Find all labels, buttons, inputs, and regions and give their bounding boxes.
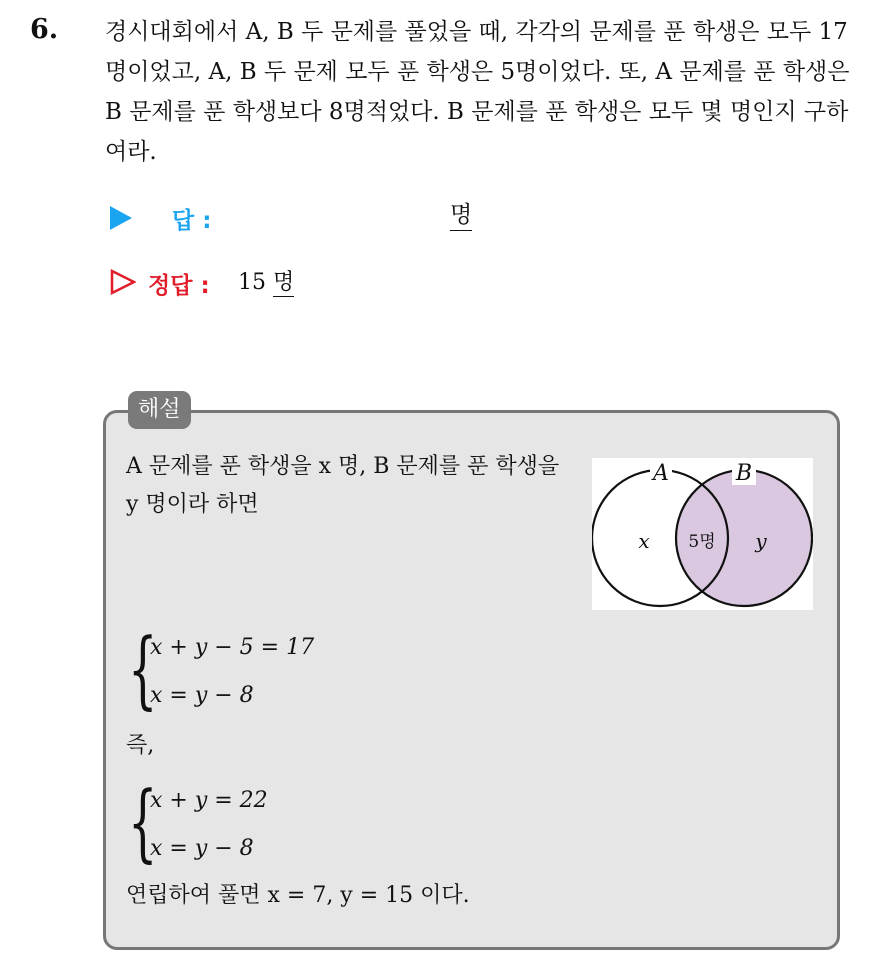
correct-answer-number: 15	[238, 270, 266, 295]
venn-diagram	[592, 458, 813, 610]
venn-set-b-label: B	[735, 461, 753, 486]
solution-tag: 해설	[128, 391, 191, 429]
equation-line: x + y − 5 = 17	[150, 635, 315, 660]
solution-intro: A 문제를 푼 학생을 x 명, B 문제를 푼 학생을 y 명이라 하면	[126, 454, 560, 517]
outline-triangle-icon	[110, 269, 136, 295]
answer-label: 답 :	[172, 208, 212, 234]
correct-answer-row	[110, 265, 530, 305]
play-triangle-icon	[110, 206, 132, 230]
venn-middle-value: 5명	[688, 532, 716, 552]
equation-system-2	[128, 773, 388, 874]
correct-answer-unit: 명	[273, 270, 295, 295]
answer-unit: 명	[450, 201, 472, 231]
question-text: 경시대회에서 A, B 두 문제를 풀었을 때, 각각의 문제를 푼 학생은 모두 17명이었고, A, B 두 문제 모두 푼 학생은 5명이었다. 또, A 문제를 푼 학생은 B 문제를 푼 학생보다 8명적었다. B 문제를 푼 학생은 모두 몇 명인지 구하여라.	[105, 19, 850, 165]
question-number: 6.	[30, 14, 59, 45]
equation-line: x + y = 22	[150, 788, 268, 813]
left-brace: {	[128, 620, 158, 718]
equation-system-1	[128, 620, 388, 721]
left-brace: {	[128, 773, 158, 871]
equation-line: x = y − 8	[150, 683, 254, 708]
correct-answer-value	[238, 269, 294, 297]
venn-set-a-label: A	[653, 461, 669, 486]
venn-left-value: x	[638, 529, 650, 553]
equation-line: x = y − 8	[150, 836, 254, 861]
venn-right-value: y	[755, 529, 767, 553]
answer-blank[interactable]	[245, 231, 545, 232]
correct-answer-label: 정답 :	[148, 273, 210, 299]
connector-text: 즉,	[126, 733, 155, 758]
solution-conclusion: 연립하여 풀면 x = 7, y = 15 이다.	[126, 883, 470, 908]
answer-row	[110, 198, 530, 238]
